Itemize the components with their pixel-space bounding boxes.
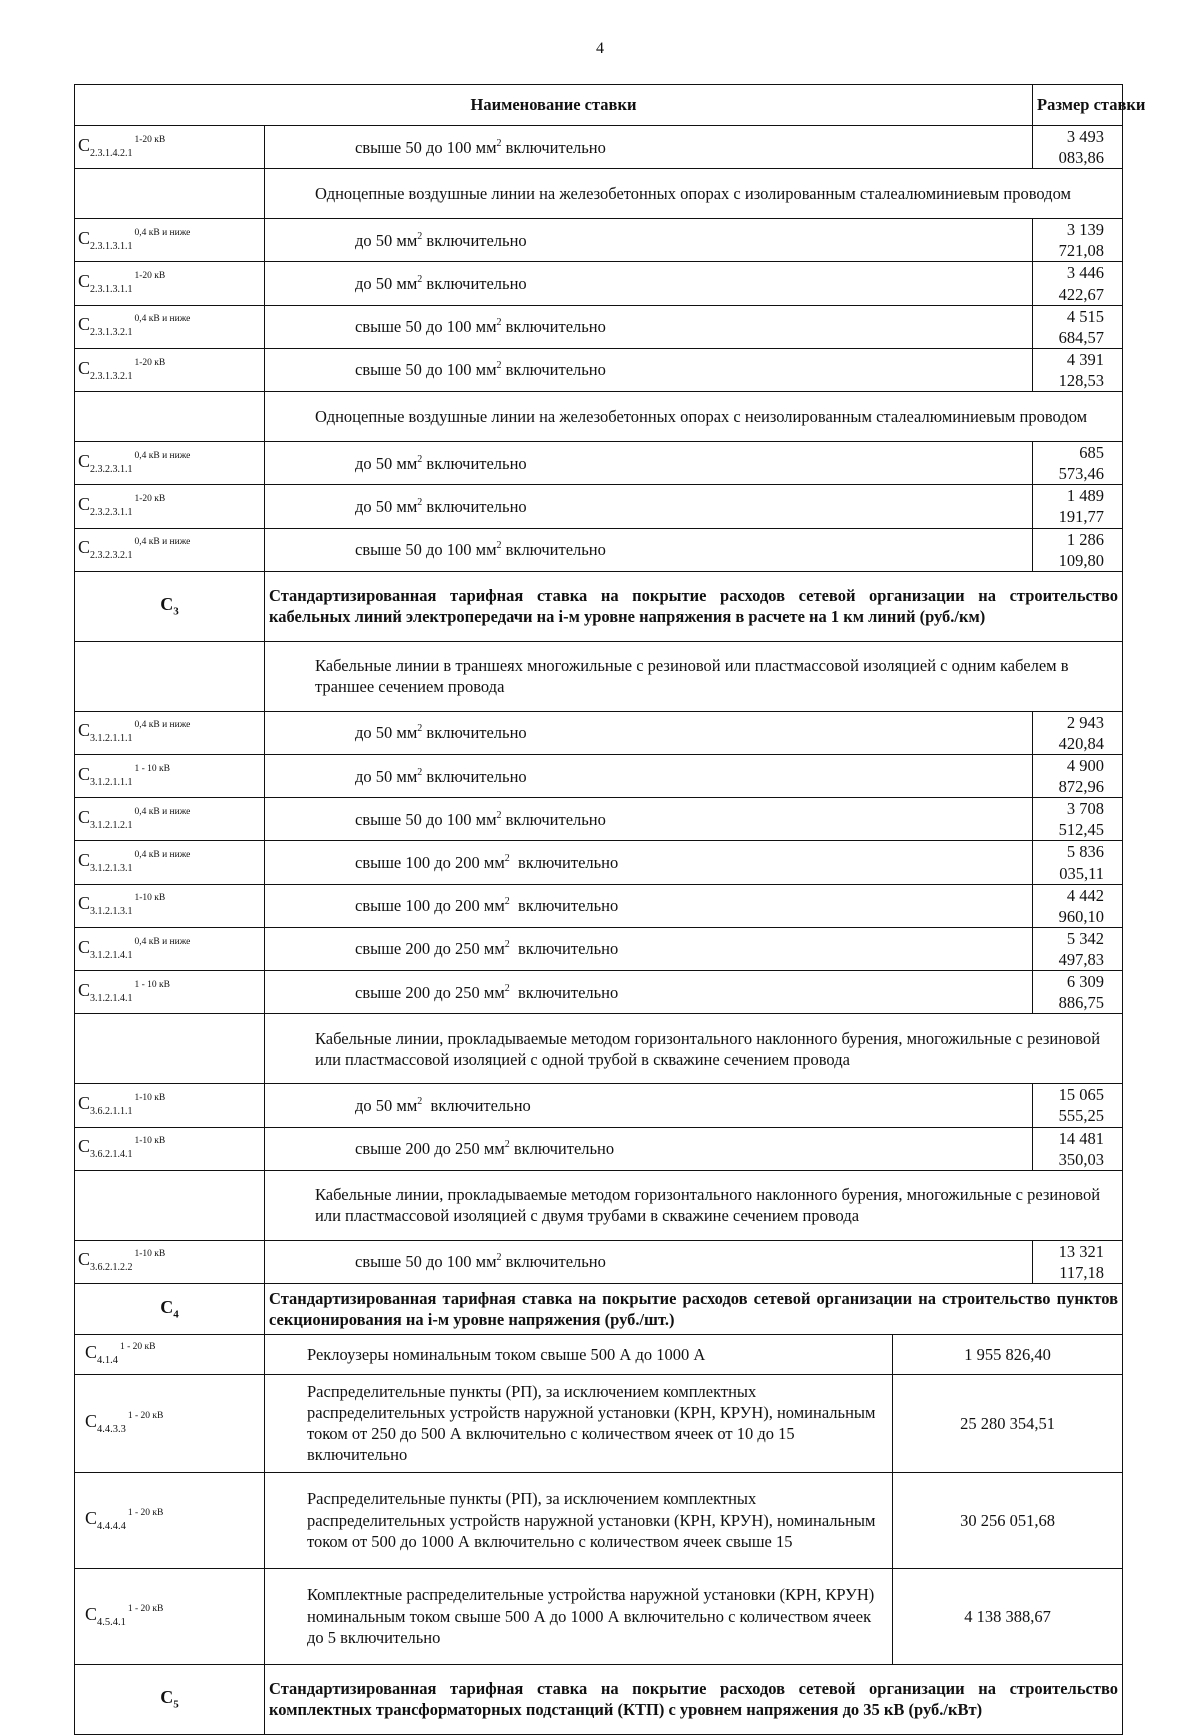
table-row [75,442,1123,485]
voltage-level: 1 - 10 кВ [134,763,171,774]
page-number: 4 [596,40,604,57]
rate-value: 13 321 117,18 [1033,1240,1123,1283]
size-range: до 50 мм [355,273,418,293]
square-superscript: 2 [496,317,502,329]
square-superscript: 2 [417,723,423,735]
rate-code [75,126,265,169]
rate-description [265,442,1033,485]
size-range: свыше 50 до 100 мм [355,1252,497,1272]
group-code-empty [75,1170,265,1240]
table-row [75,711,1123,754]
group-row [75,1014,1123,1084]
size-range: до 50 мм [355,496,418,516]
column-header-name: Наименование ставки [75,85,1033,126]
rate-code-base: С [78,1136,91,1157]
table-row [75,528,1123,571]
rate-description [265,1127,1033,1170]
rate-code-index: 3.1.2.1.4.1 [90,949,133,961]
rate-code-index: 2.3.1.3.2.1 [90,327,133,339]
rate-code-index: 3.6.2.1.1.1 [90,1105,133,1117]
rate-value: 14 481 350,03 [1033,1127,1123,1170]
rate-description [265,798,1033,841]
voltage-level: 1-20 кВ [134,134,166,145]
table-row [75,485,1123,528]
size-range: до 50 мм [355,453,418,473]
rate-code-index: 4.4.3.3 [97,1424,126,1436]
voltage-level: 0,4 кВ и ниже [134,936,191,947]
rate-code-base: С [78,271,91,292]
square-superscript: 2 [496,809,502,821]
rate-code-base: С [78,979,91,1000]
rate-value: 3 493 083,86 [1033,126,1123,169]
voltage-level: 1 - 20 кВ [120,1342,156,1353]
size-range: свыше 200 до 250 мм [355,982,505,1002]
voltage-level: 1-20 кВ [134,357,166,368]
rate-value: 6 309 886,75 [1033,971,1123,1014]
rate-description [265,884,1033,927]
square-superscript: 2 [504,852,510,864]
square-superscript: 2 [496,360,502,372]
rate-description [265,754,1033,797]
inclusive-label: включительно [422,496,527,516]
square-superscript: 2 [504,896,510,908]
inclusive-label: включительно [509,1139,615,1159]
rates-table-body [75,126,1123,1735]
size-range: до 50 мм [355,1095,418,1115]
rate-value: 25 280 354,51 [893,1375,1123,1472]
inclusive-label: включительно [422,1095,531,1115]
rate-code-base: С [78,134,91,155]
rate-code [75,1472,265,1568]
table-row [75,884,1123,927]
table-row [75,1472,1123,1568]
rate-description [265,927,1033,970]
rate-description [265,305,1033,348]
group-heading: Одноцепные воздушные линии на железобетонных опорах с изолированным сталеалюминиевым проводом [265,169,1123,219]
square-superscript: 2 [417,273,423,285]
inclusive-label: включительно [501,317,606,337]
rate-code [75,1084,265,1127]
rate-description [265,126,1033,169]
square-superscript: 2 [417,453,423,465]
voltage-level: 0,4 кВ и ниже [134,537,191,548]
section-code [75,571,265,641]
rate-description: Реклоузеры номинальным током свыше 500 А до 1000 А [265,1335,893,1375]
inclusive-label: включительно [501,540,606,560]
size-range: свыше 200 до 250 мм [355,939,505,959]
voltage-level: 1-20 кВ [134,271,166,282]
rate-code-base: С [85,1507,98,1528]
column-header-rate: Размер ставки [1033,85,1123,126]
square-superscript: 2 [496,137,502,149]
table-row [75,1335,1123,1375]
table-row [75,305,1123,348]
rate-code [75,1375,265,1472]
voltage-level: 0,4 кВ и ниже [134,227,191,238]
rate-description [265,219,1033,262]
section-code-index: 3 [173,606,179,618]
rate-code-base: С [78,893,91,914]
rate-code [75,1568,265,1664]
section-code [75,1664,265,1734]
rate-code-base: С [85,1411,98,1432]
section-title: Стандартизированная тарифная ставка на покрытие расходов сетевой организации на строительство пунктов секционирования на i-м уровне напряжения (руб./шт.) [265,1283,1123,1334]
rate-code-base: С [78,537,91,558]
table-header-row [75,85,1123,126]
table-row [75,971,1123,1014]
rates-table [74,84,1146,1735]
rate-value: 5 342 497,83 [1033,927,1123,970]
rate-code-index: 4.1.4 [97,1355,119,1367]
rate-value: 4 515 684,57 [1033,305,1123,348]
size-range: свыше 100 до 200 мм [355,896,505,916]
voltage-level: 1-10 кВ [134,893,166,904]
size-range: до 50 мм [355,723,418,743]
inclusive-label: включительно [422,230,527,250]
voltage-level: 1-20 кВ [134,494,166,505]
voltage-level: 0,4 кВ и ниже [134,806,191,817]
rate-code-index: 2.3.2.3.1.1 [90,507,133,519]
rate-code [75,711,265,754]
voltage-level: 1 - 20 кВ [127,1507,164,1518]
rate-code-index: 2.3.1.3.2.1 [90,370,133,382]
rate-code [75,1127,265,1170]
rate-code-base: С [78,720,91,741]
rate-value: 1 955 826,40 [893,1335,1123,1375]
rate-code-index: 2.3.1.3.1.1 [90,284,133,296]
size-range: свыше 100 до 200 мм [355,852,505,872]
rate-code-base: С [78,1092,91,1113]
inclusive-label: включительно [509,982,619,1002]
voltage-level: 1-10 кВ [134,1092,166,1103]
rate-description [265,528,1033,571]
rate-code [75,884,265,927]
rate-code-index: 3.1.2.1.1.1 [90,776,133,788]
rate-code [75,442,265,485]
table-row [75,1240,1123,1283]
rate-value: 685 573,46 [1033,442,1123,485]
rate-code-base: С [78,450,91,471]
table-row [75,219,1123,262]
inclusive-label: включительно [509,939,619,959]
size-range: до 50 мм [355,766,418,786]
voltage-level: 0,4 кВ и ниже [134,720,191,731]
rate-code [75,528,265,571]
square-superscript: 2 [417,496,423,508]
rate-value: 3 139 721,08 [1033,219,1123,262]
size-range: до 50 мм [355,230,418,250]
section-title: Стандартизированная тарифная ставка на покрытие расходов сетевой организации на строительство комплектных трансформаторных подстанций (КТП) с уровнем напряжения до 35 кВ (руб./кВт) [265,1664,1123,1734]
inclusive-label: включительно [422,766,527,786]
square-superscript: 2 [504,982,510,994]
square-superscript: 2 [417,230,423,242]
rate-code-index: 2.3.2.3.1.1 [90,463,133,475]
rate-code [75,971,265,1014]
table-row [75,348,1123,391]
rate-code-base: С [78,936,91,957]
rate-code-index: 3.1.2.1.2.1 [90,819,133,831]
square-superscript: 2 [504,1139,510,1151]
section-title: Стандартизированная тарифная ставка на покрытие расходов сетевой организации на строительство кабельных линий электропередачи на i-м уровне напряжения в расчете на 1 км линий (руб./км) [265,571,1123,641]
inclusive-label: включительно [509,896,619,916]
voltage-level: 1 - 20 кВ [127,1603,164,1614]
rate-code-index: 3.1.2.1.3.1 [90,906,133,918]
rate-value: 4 138 388,67 [893,1568,1123,1664]
rate-description [265,1084,1033,1127]
section-code-index: 4 [173,1308,179,1321]
rate-code-index: 3.1.2.1.4.1 [90,992,133,1004]
table-row [75,126,1123,169]
rate-value: 5 836 035,11 [1033,841,1123,884]
size-range: свыше 50 до 100 мм [355,540,497,560]
rate-value: 4 442 960,10 [1033,884,1123,927]
group-row [75,392,1123,442]
rate-code-index: 2.3.1.3.1.1 [90,240,133,252]
inclusive-label: включительно [501,809,606,829]
rate-code [75,348,265,391]
rate-description [265,711,1033,754]
rate-code [75,798,265,841]
section-code-base: С [160,1297,174,1318]
rate-value: 1 286 109,80 [1033,528,1123,571]
rate-code [75,841,265,884]
rate-description [265,841,1033,884]
square-superscript: 2 [417,766,423,778]
inclusive-label: включительно [422,723,527,743]
group-heading: Кабельные линии в траншеях многожильные с резиновой или пластмассовой изоляцией с одним кабелем в траншее сечением провода [265,641,1123,711]
rate-code [75,262,265,305]
rate-code-index: 3.1.2.1.1.1 [90,733,133,745]
rate-value: 30 256 051,68 [893,1472,1123,1568]
table-row [75,1084,1123,1127]
section-row [75,1283,1123,1334]
rate-description [265,348,1033,391]
table-row [75,927,1123,970]
rate-description [265,1240,1033,1283]
size-range: свыше 200 до 250 мм [355,1139,505,1159]
inclusive-label: включительно [501,360,606,380]
section-code-base: С [160,594,174,615]
section-code [75,1283,265,1334]
rate-code-index: 3.6.2.1.2.2 [90,1262,133,1274]
rate-code-base: С [78,1249,91,1270]
group-row [75,641,1123,711]
square-superscript: 2 [496,540,502,552]
voltage-level: 1-10 кВ [134,1136,166,1147]
rate-description: Распределительные пункты (РП), за исключением комплектных распределительных устройств наружной установки (КРН, КРУН), номинальным током от 250 до 500 А включительно с количеством ячеек от 10 до 15 включительно [265,1375,893,1472]
rate-description [265,262,1033,305]
rate-code [75,219,265,262]
group-heading: Одноцепные воздушные линии на железобетонных опорах с неизолированным сталеалюминиевым проводом [265,392,1123,442]
rate-code-index: 2.3.2.3.2.1 [90,550,133,562]
voltage-level: 0,4 кВ и ниже [134,450,191,461]
rate-description [265,485,1033,528]
size-range: свыше 50 до 100 мм [355,360,497,380]
rate-code-base: С [78,494,91,515]
rate-code [75,1240,265,1283]
inclusive-label: включительно [501,137,606,157]
rate-code-base: С [78,850,91,871]
table-row [75,262,1123,305]
rate-value: 1 489 191,77 [1033,485,1123,528]
inclusive-label: включительно [422,273,527,293]
table-row [75,754,1123,797]
rate-code [75,485,265,528]
size-range: свыше 50 до 100 мм [355,137,497,157]
rate-value: 3 708 512,45 [1033,798,1123,841]
table-row [75,1568,1123,1664]
rate-code [75,1335,265,1375]
rate-code-base: С [78,314,91,335]
rate-code-index: 4.5.4.1 [97,1616,126,1628]
rate-description: Комплектные распределительные устройства наружной установки (КРН, КРУН) номинальным током свыше 500 А до 1000 А включительно с количеством ячеек до 5 включительно [265,1568,893,1664]
group-code-empty [75,392,265,442]
rate-code [75,927,265,970]
rate-code [75,305,265,348]
inclusive-label: включительно [509,852,619,872]
rate-code-base: С [85,1603,98,1624]
rate-code-index: 3.1.2.1.3.1 [90,863,133,875]
rate-code-base: С [78,806,91,827]
section-row [75,571,1123,641]
rate-code-index: 3.6.2.1.4.1 [90,1149,133,1161]
rate-code-base: С [85,1342,98,1363]
section-row [75,1664,1123,1734]
group-code-empty [75,641,265,711]
rate-value: 4 900 872,96 [1033,754,1123,797]
group-heading: Кабельные линии, прокладываемые методом горизонтального наклонного бурения, многожильные с резиновой или пластмассовой изоляцией с двумя трубами в скважине сечением провода [265,1170,1123,1240]
inclusive-label: включительно [501,1252,606,1272]
group-row [75,1170,1123,1240]
table-row [75,1375,1123,1472]
rate-description: Распределительные пункты (РП), за исключением комплектных распределительных устройств наружной установки (КРН, КРУН), номинальным током от 500 до 1000 А включительно с количеством ячеек свыше 15 [265,1472,893,1568]
voltage-level: 0,4 кВ и ниже [134,314,191,325]
voltage-level: 0,4 кВ и ниже [134,850,191,861]
group-row [75,169,1123,219]
rate-code-index: 2.3.1.4.2.1 [90,147,133,159]
rate-code-base: С [78,763,91,784]
rate-value: 15 065 555,25 [1033,1084,1123,1127]
square-superscript: 2 [496,1252,502,1264]
size-range: свыше 50 до 100 мм [355,317,497,337]
rate-code-base: С [78,357,91,378]
rate-description [265,971,1033,1014]
rate-code-base: С [78,227,91,248]
voltage-level: 1 - 10 кВ [134,979,171,990]
voltage-level: 1 - 20 кВ [127,1411,164,1422]
rate-value: 3 446 422,67 [1033,262,1123,305]
rate-code-index: 4.4.4.4 [97,1520,126,1532]
table-row [75,841,1123,884]
section-code-base: С [160,1687,174,1708]
square-superscript: 2 [504,939,510,951]
rate-code [75,754,265,797]
rate-value: 2 943 420,84 [1033,711,1123,754]
table-row [75,1127,1123,1170]
group-code-empty [75,1014,265,1084]
rate-value: 4 391 128,53 [1033,348,1123,391]
inclusive-label: включительно [422,453,527,473]
section-code-index: 5 [173,1698,179,1711]
voltage-level: 1-10 кВ [134,1249,166,1260]
group-heading: Кабельные линии, прокладываемые методом горизонтального наклонного бурения, многожильные с резиновой или пластмассовой изоляцией с одной трубой в скважине сечением провода [265,1014,1123,1084]
size-range: свыше 50 до 100 мм [355,809,497,829]
table-row [75,798,1123,841]
group-code-empty [75,169,265,219]
square-superscript: 2 [417,1095,423,1107]
